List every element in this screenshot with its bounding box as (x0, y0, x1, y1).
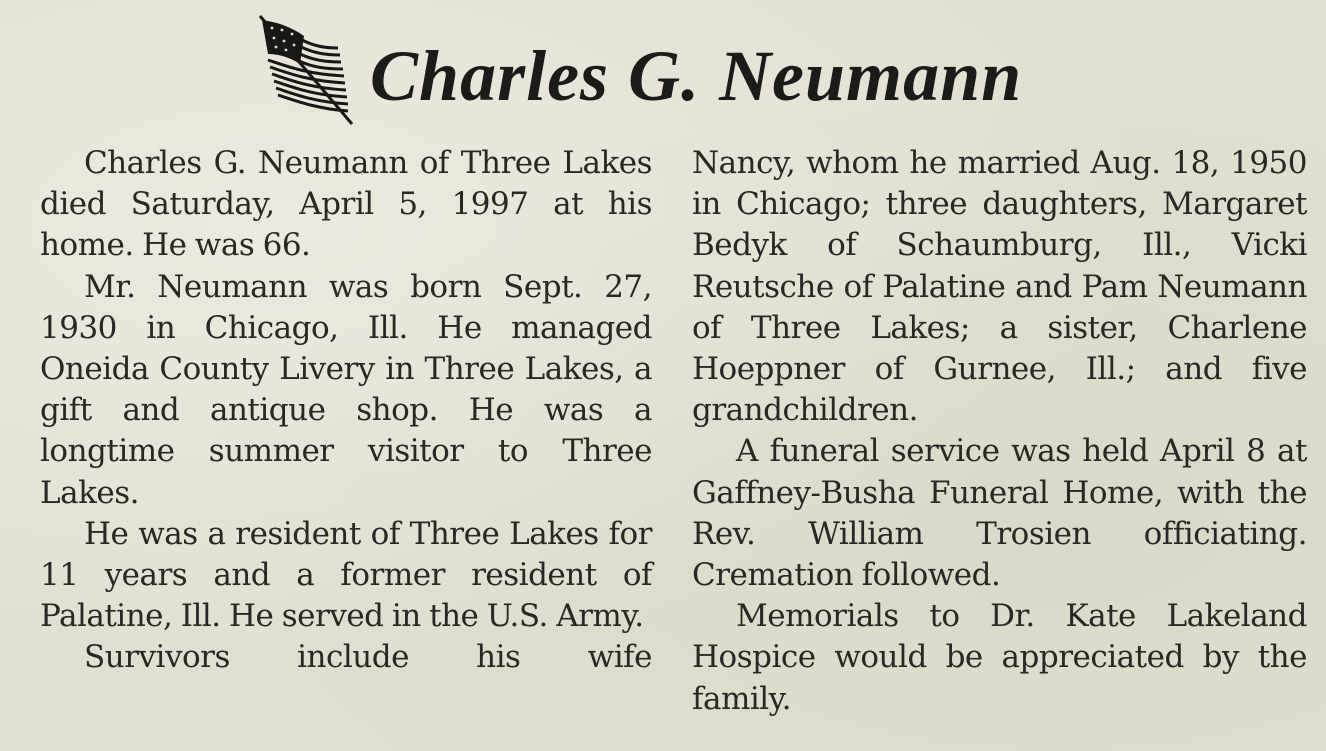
paragraph-residence: He was a resident of Three Lakes for 11 years and a former resident of Palatine, Ill. He served in the U.S. Army. (40, 515, 652, 635)
paragraph-funeral-service: A funeral service was held April 8 at Gaffney-Busha Funeral Home, with the Rev. William Trosien officiating. Cremation followed. (692, 433, 1307, 594)
left-column (40, 143, 652, 679)
paragraph-death-notice: Charles G. Neumann of Three Lakes died Saturday, April 5, 1997 at his home. He was 66. (40, 145, 652, 264)
paragraph-survivors-continued: Nancy, whom he married Aug. 18, 1950 in Chicago; three daughters, Margaret Bedyk of Schaumburg, Ill., Vicki Reutsche of Palatine and Pam Neumann of Three Lakes; a sister, Charlene Hoeppner of Gurnee, Ill.; and five grandchildren. (692, 145, 1307, 429)
american-flag-icon (256, 14, 356, 126)
paragraph-survivors-start: Survivors include his wife (84, 639, 652, 676)
paragraph-memorials: Memorials to Dr. Kate Lakeland Hospice would be appreciated by the family. (692, 598, 1307, 717)
right-column (692, 143, 1307, 720)
paragraph-biography: Mr. Neumann was born Sept. 27, 1930 in Chicago, Ill. He managed Oneida County Livery in Three Lakes, a gift and antique shop. He was a longtime summer visitor to Three Lakes. (40, 268, 652, 511)
obituary-title: Charles G. Neumann (370, 36, 1023, 116)
